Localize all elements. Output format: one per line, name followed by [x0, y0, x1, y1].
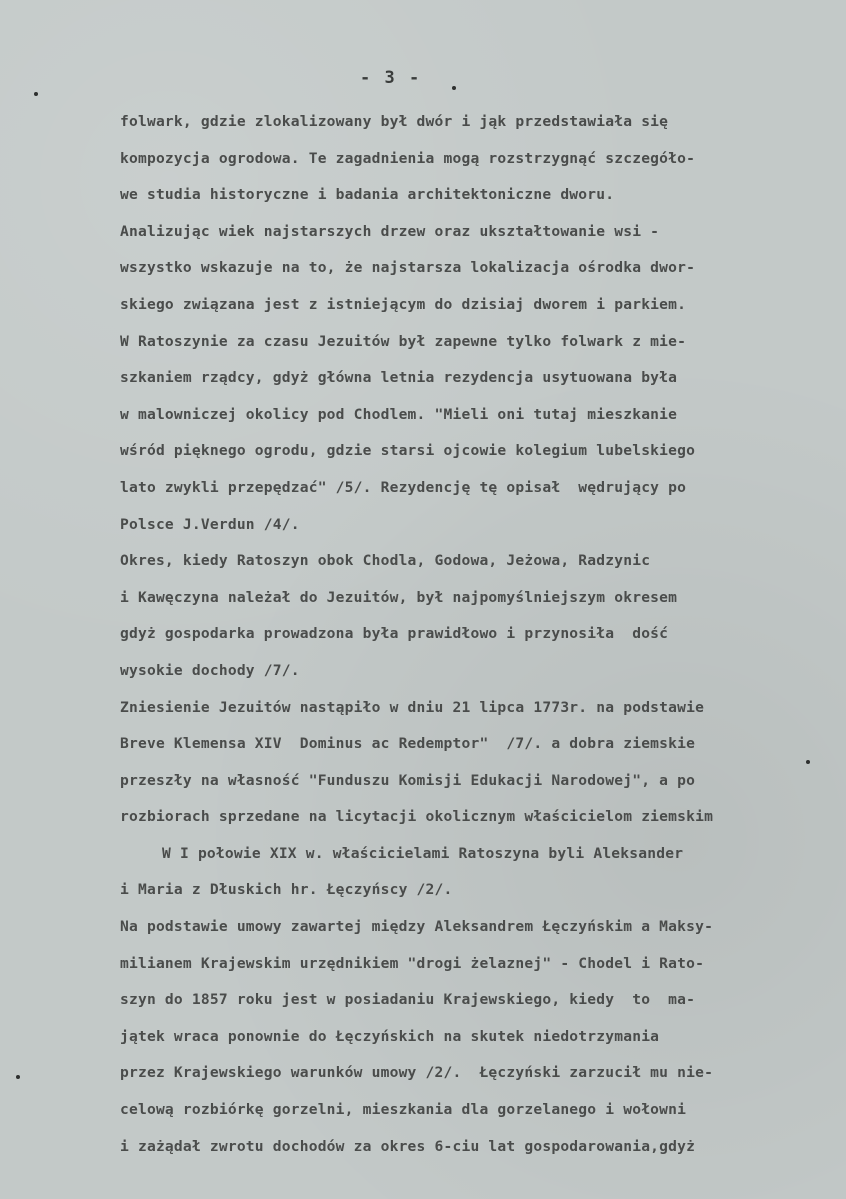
text-line: lato zwykli przepędzać" /5/. Rezydencję tę opisał wędrujący po	[120, 478, 687, 496]
text-line: Zniesienie Jezuitów nastąpiło w dniu 21 lipca 1773r. na podstawie	[120, 698, 705, 716]
text-line: W I połowie XIX w. właścicielami Ratoszyna byli Aleksander	[162, 844, 684, 862]
text-line: przez Krajewskiego warunków umowy /2/. Łęczyński zarzucił mu nie-	[120, 1064, 714, 1082]
text-line: szyn do 1857 roku jest w posiadaniu Krajewskiego, kiedy to ma-	[120, 991, 696, 1009]
text-line: milianem Krajewskim urzędnikiem "drogi żelaznej" - Chodel i Rato-	[120, 954, 705, 972]
paper-speck	[452, 86, 456, 90]
paper-speck	[34, 92, 38, 96]
text-line: i Maria z Dłuskich hr. Łęczyńscy /2/.	[120, 881, 453, 899]
text-line: W Ratoszynie za czasu Jezuitów był zapewne tylko folwark z mie-	[120, 332, 687, 350]
paper-speck	[806, 760, 810, 764]
body-text	[120, 104, 840, 1165]
text-line: wśród pięknego ogrodu, gdzie starsi ojcowie kolegium lubelskiego	[120, 442, 696, 460]
text-line: rozbiorach sprzedane na licytacji okolicznym właścicielom ziemskim	[120, 808, 714, 826]
text-line: wszystko wskazuje na to, że najstarsza lokalizacja ośrodka dwor-	[120, 259, 696, 277]
text-line: szkaniem rządcy, gdyż główna letnia rezydencja usytuowana była	[120, 369, 678, 387]
text-line: skiego związana jest z istniejącym do dzisiaj dworem i parkiem.	[120, 295, 687, 313]
text-line: Breve Klemensa XIV Dominus ac Redemptor" /7/. a dobra ziemskie	[120, 735, 696, 753]
text-line: folwark, gdzie zlokalizowany był dwór i jąk przedstawiała się	[120, 113, 669, 130]
text-line: Analizując wiek najstarszych drzew oraz ukształtowanie wsi -	[120, 222, 660, 240]
text-line: gdyż gospodarka prowadzona była prawidłowo i przynosiła dość	[120, 625, 669, 643]
text-line: kompozycja ogrodowa. Te zagadnienia mogą rozstrzygnąć szczegóło-	[120, 149, 696, 167]
paper-speck	[16, 1075, 20, 1079]
text-line: we studia historyczne i badania architektoniczne dworu.	[120, 186, 615, 204]
text-line: wysokie dochody /7/.	[120, 661, 300, 679]
text-line: przeszły na własność "Funduszu Komisji Edukacji Narodowej", a po	[120, 771, 696, 789]
text-line: i zażądał zwrotu dochodów za okres 6-ciu lat gospodarowania,gdyż	[120, 1137, 696, 1155]
text-line: i Kawęczyna należał do Jezuitów, był najpomyślniejszym okresem	[120, 588, 678, 606]
text-line: w malowniczej okolicy pod Chodlem. "Mieli oni tutaj mieszkanie	[120, 405, 678, 423]
text-line: Okres, kiedy Ratoszyn obok Chodla, Godowa, Jeżowa, Radzynic	[120, 552, 651, 570]
text-line: celową rozbiórkę gorzelni, mieszkania dla gorzelanego i wołowni	[120, 1101, 687, 1119]
text-line: Polsce J.Verdun /4/.	[120, 515, 300, 533]
text-line: Na podstawie umowy zawartej między Aleksandrem Łęczyńskim a Maksy-	[120, 918, 714, 936]
page-number: - 3 -	[360, 68, 422, 88]
text-line: jątek wraca ponownie do Łęczyńskich na skutek niedotrzymania	[120, 1027, 660, 1045]
